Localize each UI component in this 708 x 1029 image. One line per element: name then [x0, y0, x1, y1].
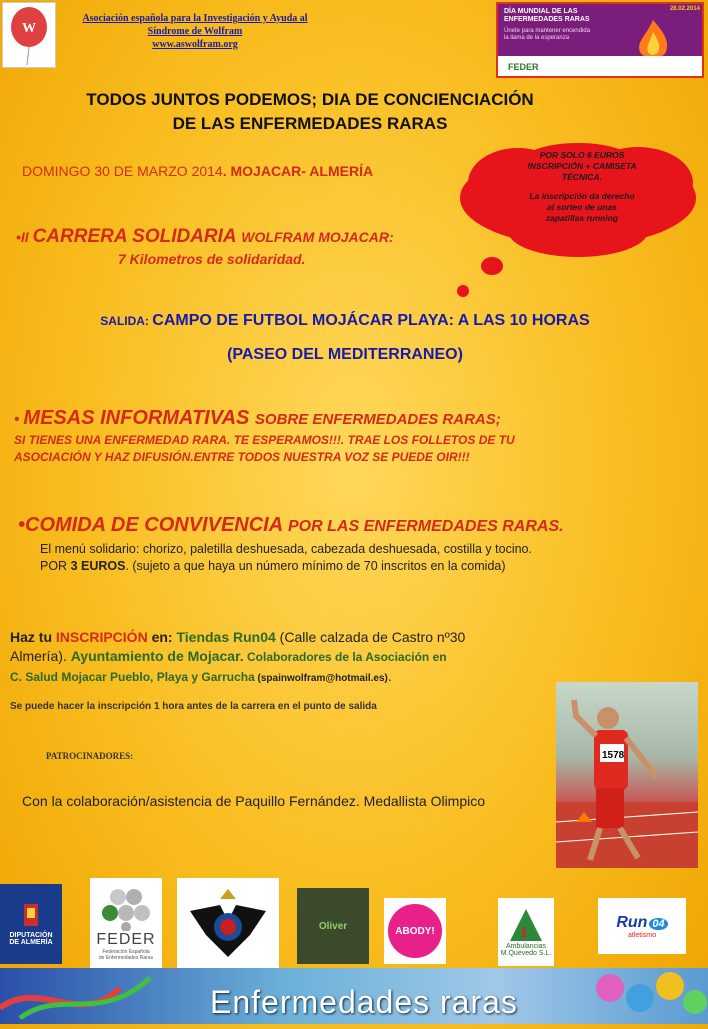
banner-sub2: la llama de la esperanza	[504, 35, 570, 41]
cloud-line5: al sorteo de unas	[547, 202, 617, 212]
feder-logo: FEDER Federación Española de Enfermedades Raras	[90, 878, 162, 968]
association-line2: Síndrome de Wolfram	[147, 26, 243, 37]
comida-bullet: •	[18, 514, 26, 536]
collaboration-note: Con la colaboración/asistencia de Paquillo Fernández. Medallista Olimpico	[22, 793, 486, 809]
race-big: CARRERA SOLIDARIA	[32, 226, 242, 247]
event-date	[22, 163, 373, 179]
info-tables-text	[14, 432, 704, 466]
start-text: CAMPO DE FUTBOL MOJÁCAR PLAYA: A LAS 10 HORAS	[152, 312, 590, 329]
cloud-line1: POR SOLO 6 EUROS	[539, 150, 625, 160]
mojacar-coat-of-arms	[177, 878, 279, 968]
double-eagle-icon	[180, 881, 276, 965]
title-line2: DE LAS ENFERMEDADES RARAS	[172, 114, 448, 133]
svg-text:W: W	[22, 21, 36, 36]
registration-info: Haz tu INSCRIPCIÓN en: Tiendas Run04 (Calle calzada de Castro nº30 Almería). Ayuntamiento de Mojacar. Colaboradores de la Asociación en C. Salud Mojacar Pueblo, Playa y Garrucha (spainwolfram@hotmail.es).	[10, 629, 466, 684]
mesas-line2: SI TIENES UNA ENFERMEDAD RARA. TE ESPERAMOS!!!. TRAE LOS FOLLETOS DE TU	[14, 433, 515, 447]
sponsors-label: PATROCINADORES:	[46, 751, 134, 761]
mesas-big: MESAS INFORMATIVAS	[23, 407, 255, 429]
ambulancias-logo: 1 Ambulancias M.Quevedo S.L.	[498, 898, 554, 966]
start-paseo: (PASEO DEL MEDITERRANEO)	[227, 346, 463, 363]
race-heading	[16, 226, 394, 248]
menu-line2: POR 3 EUROS. (sujeto a que haya un número mínimo de 70 inscritos en la comida)	[40, 559, 506, 573]
banner-title2: ENFERMEDADES RARAS	[504, 16, 590, 23]
bib-number: 1578	[602, 750, 625, 761]
start-location	[60, 312, 630, 330]
banner-title1: DÍA MUNDIAL DE LAS	[504, 8, 578, 15]
event-date-place: . MOJACAR- ALMERÍA	[222, 163, 374, 179]
comida-small: POR LAS ENFERMEDADES RARAS.	[288, 518, 564, 535]
page-title	[40, 88, 580, 136]
abody-logo: ABODY!	[384, 898, 446, 964]
same-day-registration-note: Se puede hacer la inscripción 1 hora antes de la carrera en el punto de salida	[10, 701, 377, 712]
comida-big: COMIDA DE CONVIVENCIA	[25, 514, 288, 536]
association-line1: Asociación española para la Investigación y Ayuda al	[82, 13, 308, 24]
title-line1: TODOS JUNTOS PODEMOS; DIA DE CONCIENCIACIÓN	[86, 90, 534, 109]
coat-of-arms-icon	[22, 902, 40, 932]
price-cloud-text	[482, 150, 682, 224]
cloud-bubble-small	[457, 285, 469, 297]
feder-spheres-icon	[100, 885, 152, 931]
association-logo	[2, 2, 56, 68]
cloud-bubble-large	[481, 257, 503, 275]
mesas-small: SOBRE ENFERMEDADES RARAS;	[254, 411, 501, 428]
cloud-line2: INSCRIPCIÓN + CAMISETA	[527, 161, 637, 171]
store-name: Tiendas Run04	[176, 629, 276, 645]
race-distance: 7 Kilometros de solidaridad.	[118, 251, 306, 267]
svg-text:1: 1	[520, 924, 528, 940]
ambulance-a1-icon	[506, 907, 546, 943]
association-name	[60, 12, 330, 51]
start-label: SALIDA:	[100, 314, 153, 328]
menu-price: 3 EUROS	[70, 559, 126, 573]
mesas-line3: ASOCIACIÓN Y HAZ DIFUSIÓN.ENTRE TODOS NUESTRA VOZ SE PUEDE OIR!!!	[14, 450, 470, 464]
meal-menu	[40, 541, 660, 575]
mesas-bullet: •	[14, 411, 24, 428]
banner-feder-logo: FEDER	[508, 62, 539, 72]
race-walker-image	[556, 682, 698, 868]
bottom-banner-text: Enfermedades raras	[210, 984, 518, 1020]
town-hall: Ayuntamiento de Mojacar.	[70, 648, 244, 664]
menu-line1: El menú solidario: chorizo, paletilla deshuesada, cabezada deshuesada, costilla y tocino.	[40, 542, 532, 556]
registration-word: INSCRIPCIÓN	[55, 629, 148, 645]
association-website-link[interactable]: www.aswolfram.org	[152, 39, 238, 50]
race-small: WOLFRAM MOJACAR:	[241, 229, 394, 245]
info-tables-heading	[14, 407, 501, 430]
cloud-line4: La inscripción da derecho	[529, 191, 635, 201]
balloon-logo-icon	[3, 3, 55, 67]
banner-sub1: Únete para mantener encendida	[504, 28, 591, 34]
cloud-line3: TÉCNICA.	[561, 172, 603, 182]
meal-heading	[18, 514, 564, 537]
contact-email[interactable]: (spainwolfram@hotmail.es)	[254, 673, 388, 684]
athlete-photo	[556, 682, 698, 868]
rare-disease-day-banner	[496, 2, 704, 78]
run04-logo: Run 04 atletismo	[598, 898, 686, 954]
banner-date: 28.02.2014	[669, 6, 700, 12]
diputacion-almeria-logo: DIPUTACIÓN DE ALMERÍA	[0, 884, 62, 964]
cloud-line6: zapatillas running	[545, 213, 619, 223]
race-bullet: •II	[16, 229, 33, 245]
oliver-logo: Oliver	[297, 888, 369, 964]
event-date-day: DOMINGO 30 DE MARZO 2014	[22, 163, 223, 179]
